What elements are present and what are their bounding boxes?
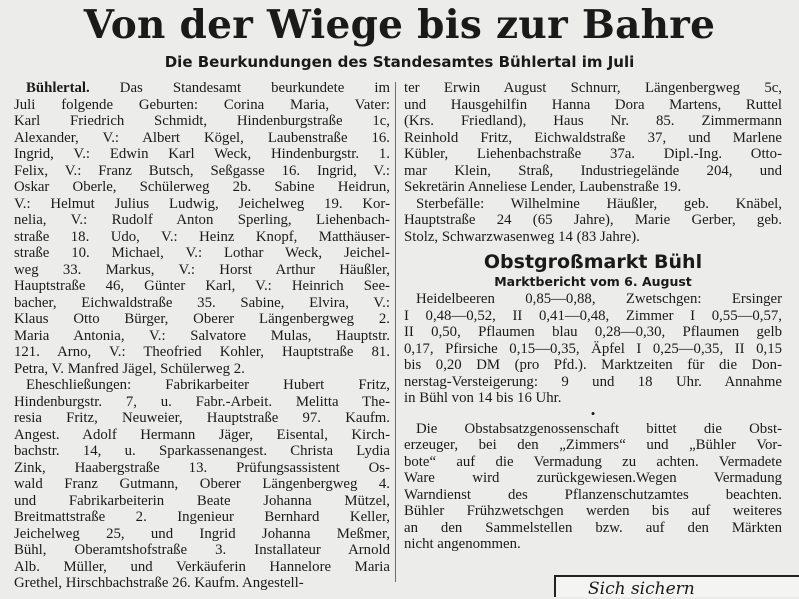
market-lines-line: bis 0,20 DM (pro Pfd.). Marktzeiten für die Don- xyxy=(404,357,782,373)
marriages-line: Angest. Adolf Hermann Jäger, Eisental, Kirch- xyxy=(14,426,390,443)
deaths-line: Sterbefälle: Wilhelmine Häußler, geb. Knäbel, xyxy=(416,195,782,212)
marriages-line: Zink, Haabergstraße 13. Prüfungsassistent Os- xyxy=(14,459,390,476)
births-line: Karl Friedrich Schmidt, Hindenburgstraße 1c, xyxy=(14,113,390,129)
continued-line: ter Erwin August Schnurr, Längenbergweg 5c, xyxy=(404,80,782,96)
births-line: Hauptstraße 46, Günter Karl, V.: Heinrich See- xyxy=(14,278,390,294)
marriages-line: Bühl, Oberamtshofstraße 3. Installateur Arnold xyxy=(14,542,390,558)
market-lines-line: in Bühl von 14 bis 16 Uhr. xyxy=(404,390,562,406)
continued-line: (Krs. Friedland), Haus Nr. 85. Zimmermann xyxy=(404,113,782,129)
section-separator: • xyxy=(590,405,596,421)
births-line: straße 10. Michael, V.: Lothar Weck, Jeichel- xyxy=(14,245,390,261)
births-line: bacher, Eichwaldstraße 35. Sabine, Elvira, V.: xyxy=(14,294,390,311)
notice-line: bote“ auf die Vermadung zu achten. Vermadete xyxy=(404,453,782,470)
births-line: nelia, V.: Rudolf Anton Sperling, Liehenbach- xyxy=(14,212,390,228)
continued-line: mar Klein, Straß, Industriegelände 204, und xyxy=(404,162,782,179)
notice-line: Die Obstabsatzgenossenschaft bittet die Obst- xyxy=(416,420,782,437)
market-report-title: Obstgroßmarkt Bühl xyxy=(483,251,703,273)
deaths-paragraph xyxy=(404,196,782,246)
marriages-line: Hindenburgstr. 7, u. Fabr.-Arbeit. Melitta The- xyxy=(14,393,390,410)
market-lines-line: Heidelbeeren 0,85—0,88, Zwetschgen: Ersinger xyxy=(416,291,782,307)
notice-line: Bühler Frühzwetschgen werden bis auf weiteres xyxy=(404,503,782,519)
left-column xyxy=(14,80,390,592)
article-headline: Von der Wiege bis zur Bahre xyxy=(83,2,716,48)
place-name: Bühlertal. xyxy=(26,80,120,96)
market-lines-line: nerstag-Versteigerung: 9 und 18 Uhr. Annahme xyxy=(404,373,782,390)
column-divider xyxy=(395,82,396,582)
right-column xyxy=(404,80,782,553)
births-line: Maria Antonia, V.: Salvatore Mulas, Hauptstr. xyxy=(14,327,390,344)
market-lines-line: I 0,48—0,52, II 0,41—0,48, Zimmer I 0,55—0,57, xyxy=(404,307,782,324)
notice-line: an den Sammelstellen bzw. auf den Märkten xyxy=(404,519,782,536)
notice-line: nicht angenommen. xyxy=(404,536,521,552)
marriages-line: resia Fritz, Neuweier, Hauptstraße 97. Kaufm. xyxy=(14,410,390,426)
market-report-date: Marktbericht vom 6. August xyxy=(494,274,692,289)
market-lines-line: II 0,50, Pflaumen blau 0,28—0,30, Pflaumen gelb xyxy=(404,324,782,340)
notice-line: Ware wird zurückgewiesen.Wegen Vermadung xyxy=(404,470,782,486)
advertisement-box xyxy=(554,575,799,597)
births-line: weg 33. Markus, V.: Horst Arthur Häußler, xyxy=(14,261,390,278)
births-line: 121. Arno, V.: Theofried Kohler, Hauptstraße 81. xyxy=(14,344,390,360)
notice-line: Warndienst des Pflanzenschutzamtes beachten. xyxy=(404,486,782,503)
continued-line: Kübler, Liehenbachstraße 37a. Dipl.-Ing. Otto- xyxy=(404,146,782,162)
births-line: Felix, V.: Franz Butsch, Seßgasse 16. Ingrid, V.: xyxy=(14,162,390,179)
marriages-paragraph xyxy=(14,377,390,592)
marriages-line: Breitmattstraße 2. Ingenieur Bernhard Keller, xyxy=(14,509,390,525)
notice-line: erzeuger, bei den „Zimmers“ und „Bühler Vor- xyxy=(404,437,782,453)
births-line: Oskar Oberle, Schülerweg 2b. Sabine Heidrun, xyxy=(14,179,390,195)
continued-line: Reinhold Fritz, Eichwaldstraße 37, und Marlene xyxy=(404,129,782,146)
marriages-line: bachstr. 14, u. Sparkassenangest. Christa Lydia xyxy=(14,443,390,459)
market-lines-line: 0,17, Pfirsiche 0,15—0,35, Äpfel I 0,25—0,35, II 0,15 xyxy=(404,340,782,357)
market-prices-paragraph xyxy=(404,291,782,407)
continued-line: Sekretärin Anneliese Lender, Laubenstraße 19. xyxy=(404,179,682,195)
advertisement-text: Sich sichern xyxy=(588,579,695,599)
deaths-line: Stolz, Schwarzwasenweg 14 (83 Jahre). xyxy=(404,228,640,245)
births-line: straße 18. Udo, V.: Heinz Knopf, Matthäuser- xyxy=(14,228,390,245)
marriages-line: Grethel, Hirschbachstraße 26. Kaufm. Angestell- xyxy=(14,575,304,591)
marriages-line: wald Franz Gutmann, Oberer Längenbergweg 4. xyxy=(14,476,390,492)
marriages-line: Jeichelweg 25, und Ingrid Johanna Meßmer, xyxy=(14,525,390,542)
births-line: Klaus Otto Bürger, Oberer Längenbergweg 2. xyxy=(14,311,390,327)
births-line: Juli folgende Geburten: Corina Maria, Vater: xyxy=(14,96,390,113)
marriages-line: Alb. Müller, und Verkäuferin Hannelore Maria xyxy=(14,558,390,575)
births-line: Ingrid, V.: Edwin Karl Weck, Hindenburgstr. 1. xyxy=(14,146,390,162)
article-subheadline: Die Beurkundungen des Standesamtes Bühlertal im Juli xyxy=(164,53,635,71)
births-line xyxy=(14,80,390,97)
marriages-continued-paragraph xyxy=(404,80,782,196)
births-paragraph xyxy=(14,80,390,377)
births-line: V.: Helmut Julius Ludwig, Jeichelweg 19. Kor- xyxy=(14,195,390,212)
deaths-line: Hauptstraße 24 (65 Jahre), Marie Gerber, geb. xyxy=(404,212,782,228)
marriages-line: und Fabrikarbeiterin Beate Johanna Mützel, xyxy=(14,492,390,509)
births-line-text: Das Standesamt beurkundete im xyxy=(119,80,390,96)
marriages-line: Eheschließungen: Fabrikarbeiter Hubert Fritz, xyxy=(26,377,390,393)
births-line: Petra, V. Manfred Jägel, Schülerweg 2. xyxy=(14,360,245,377)
births-line: Alexander, V.: Albert Kögel, Laubenstraße 16. xyxy=(14,129,390,146)
continued-line: und Hausgehilfin Hanna Dora Martens, Ruttel xyxy=(404,96,782,113)
cooperative-notice-paragraph xyxy=(404,421,782,553)
